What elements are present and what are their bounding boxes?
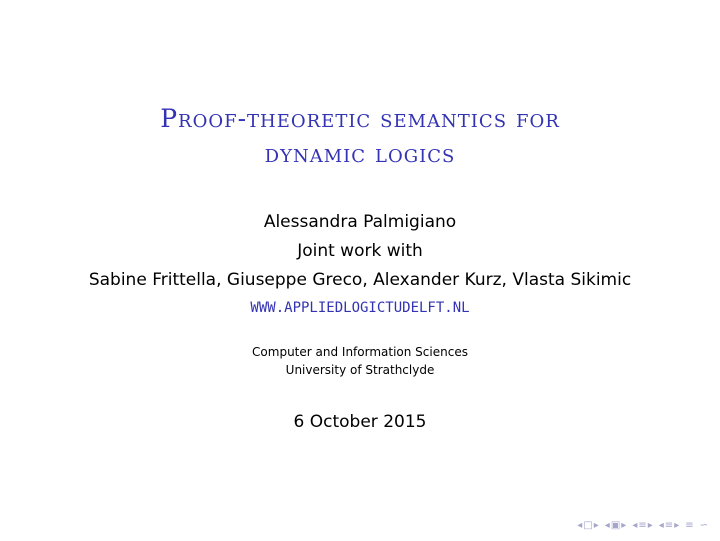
appendix-navigation — [685, 521, 693, 531]
frame-icon[interactable]: □ — [583, 520, 593, 531]
document-navigation — [659, 521, 679, 531]
slide-title-line-1: Proof-theoretic semantics for — [160, 104, 560, 133]
align-icon[interactable]: ≡ — [685, 520, 694, 531]
section-navigation — [632, 521, 652, 531]
presentation-date: 6 October 2015 — [293, 412, 427, 432]
section-next-icon[interactable]: ▸ — [647, 520, 653, 531]
document-next-icon[interactable]: ▸ — [674, 520, 680, 531]
section-icon[interactable]: ≡ — [638, 520, 647, 531]
frame-navigation — [577, 521, 599, 531]
subsection-icon[interactable]: ▣ — [610, 520, 621, 531]
section-prev-icon[interactable]: ◂ — [632, 520, 638, 531]
document-prev-icon[interactable]: ◂ — [658, 520, 664, 531]
department-name: Computer and Information Sciences — [252, 345, 468, 359]
beamer-navigation-bar — [573, 521, 708, 531]
collaborators-list: Sabine Frittella, Giuseppe Greco, Alexander Kurz, Vlasta Sikimic — [88, 270, 632, 290]
frame-next-icon[interactable]: ▸ — [593, 520, 599, 531]
slide-title-line-2: dynamic logics — [264, 139, 456, 168]
subsection-prev-icon[interactable]: ◂ — [604, 520, 610, 531]
document-icon[interactable]: ≡ — [664, 520, 674, 531]
subsection-navigation — [605, 521, 627, 531]
search-navigation — [700, 521, 708, 531]
frame-prev-icon[interactable]: ◂ — [577, 520, 583, 531]
search-icon[interactable]: ∽ — [699, 520, 708, 531]
joint-work-label: Joint work with — [297, 241, 423, 261]
university-name: University of Strathclyde — [285, 363, 435, 377]
author-name: Alessandra Palmigiano — [263, 212, 457, 232]
subsection-next-icon[interactable]: ▸ — [621, 520, 627, 531]
website-link[interactable]: WWW.APPLIEDLOGICTUDELFT.NL — [250, 300, 470, 316]
